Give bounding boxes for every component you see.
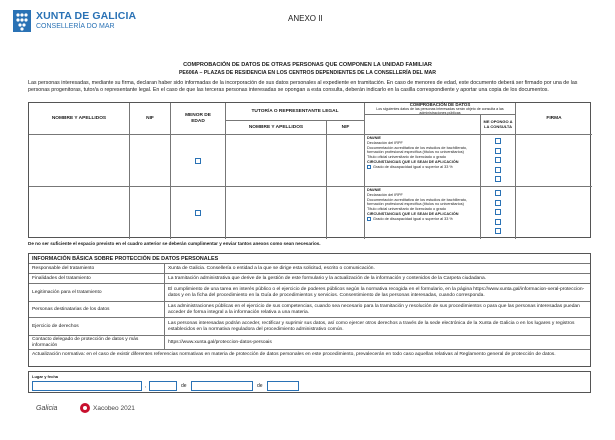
header-name: NOMBRE Y APELLIDOS <box>29 103 130 135</box>
row1-check-disab: Grado de discapacidad igual o superior al 33 % <box>373 164 453 169</box>
year-input[interactable] <box>267 381 299 391</box>
place-input[interactable] <box>32 381 142 391</box>
de-label-2: de <box>257 383 263 389</box>
row1-check-dni: DNI/NIE <box>367 136 381 140</box>
dp-row <box>29 336 590 350</box>
header-tutor-nif: NIF <box>327 121 365 135</box>
dp-value: El cumplimiento de una tarea en interés público o el ejercicio de poderes públicos según la normativa recogida en el formulario, en la página https://www.xunta.gal/informacion-xeral-proteccion-datos y en la ficha del procedimiento en la Guía de procedimientos y servicios. Consentimiento de las personas interesadas, cuando corresponda. <box>168 286 585 298</box>
header-check-blank <box>365 115 481 135</box>
row2-check-dni: DNI/NIE <box>367 188 381 192</box>
galicia-logo-text: Galicia <box>36 405 58 412</box>
xacobeo-text: Xacobeo 2021 <box>93 404 135 412</box>
row1-check-list <box>367 136 481 170</box>
logo-title: XUNTA DE GALICIA <box>36 10 137 22</box>
xacobeo-logo <box>80 403 135 413</box>
data-protection-title: INFORMACIÓN BÁSICA SOBRE PROTECCIÓN DE DATOS PERSONALES <box>29 254 590 264</box>
xunta-logo <box>12 9 136 33</box>
space-note: De no ser suficiente el espacio previsto en el cuadro anterior se deberán cumplimentar y enviar tantos anexos como sean necesarios. <box>28 241 321 246</box>
dp-key: Contacto delegado de protección de datos y más información <box>29 336 165 349</box>
day-input[interactable] <box>149 381 177 391</box>
dp-value: La tramitación administrativa que derive de la gestión de este formulario y la actualización de la información y contenidos de la Carpeta ciudadana. <box>168 275 487 281</box>
row1-check-irpf: Declaración del IRPF <box>367 140 403 145</box>
row2-oppose-bach-checkbox[interactable] <box>495 209 501 215</box>
dp-value: Xunta de Galicia. Consellería o entidad a la que se dirige esta solicitud, escrito o comunicación. <box>168 265 375 271</box>
row2-oppose-univ-checkbox[interactable] <box>495 219 501 225</box>
header-minor: MENOR DE EDAD <box>171 103 226 135</box>
header-oppose: ME OPONGO A LA CONSULTA <box>481 115 516 135</box>
row1-nif[interactable] <box>130 135 171 187</box>
row1-oppose-univ-checkbox[interactable] <box>495 167 501 173</box>
row2-disability <box>367 217 481 222</box>
comma-separator: , <box>145 383 147 389</box>
row2-tutor-nif[interactable] <box>327 187 365 239</box>
dp-row <box>29 350 590 366</box>
row1-check-circ: CIRCUNSTANCIAS QUE LE SEAN DE APLICACIÓN <box>367 159 459 164</box>
row1-tutor-nif[interactable] <box>327 135 365 187</box>
document-title: COMPROBACIÓN DE DATOS DE OTRAS PERSONAS QUE COMPONEN LA UNIDAD FAMILIAR <box>183 62 432 68</box>
header-tutor: TUTOR/A O REPRESENTANTE LEGAL <box>226 103 365 121</box>
row2-check-bach: Documentación acreditativa de los estudios de bachillerato, formación profesional específica (títulos no universitarios) <box>367 197 468 207</box>
row1-oppose-dni-checkbox[interactable] <box>495 138 501 144</box>
row1-oppose-disab-checkbox[interactable] <box>495 176 501 182</box>
dp-row <box>29 302 590 318</box>
row2-disability-checkbox[interactable] <box>367 217 371 221</box>
header-signature: FIRMA <box>516 103 592 135</box>
row1-check-univ: Título oficial universitario de licenciado o grado <box>367 155 446 160</box>
logo-department: CONSELLERÍA DO MAR <box>36 23 115 30</box>
row1-minor-checkbox[interactable] <box>195 158 201 164</box>
dp-value: Las administraciones públicas en el ejercicio de sus competencias, cuando sea necesario para la tramitación y resolución de sus procedimientos o para que las personas interesadas puedan acceder de forma integral a la información relativa a una materia. <box>168 303 580 315</box>
row1-minor <box>171 135 226 187</box>
row2-signature[interactable] <box>516 187 592 239</box>
header-tutor-name: NOMBRE Y APELLIDOS <box>226 121 327 135</box>
row2-oppose-checks <box>495 190 501 238</box>
dp-value[interactable]: https://www.xunta.gal/proteccion-datos-persoais <box>168 339 272 345</box>
row2-check-univ: Título oficial universitario de licenciado o grado <box>367 207 446 212</box>
header-check <box>365 103 516 115</box>
dp-key: Ejercicio de derechos <box>29 318 165 335</box>
row1-name[interactable] <box>29 135 130 187</box>
row1-signature[interactable] <box>516 135 592 187</box>
row2-check-list <box>367 188 481 222</box>
dp-row <box>29 284 590 302</box>
dp-update: Actualización normativa: en el caso de existir diferentes referencias normativas en materia de protección de datos personales en este procedimiento, prevalecerán en todo caso aquellas relativas al Reglamento general de protección de datos. <box>32 351 556 357</box>
de-label-1: de <box>181 383 187 389</box>
xacobeo-icon <box>80 403 90 413</box>
row2-name[interactable] <box>29 187 130 239</box>
row1-oppose-irpf-checkbox[interactable] <box>495 148 501 154</box>
dp-value: Las personas interesadas podrán acceder, rectificar y suprimir sus datos, así como ejercer otros derechos a través de la sede electrónica de la Xunta de Galicia o en los lugares y registros establecidos en la normativa reguladora del procedimiento administrativo común. <box>168 320 575 332</box>
month-input[interactable] <box>191 381 253 391</box>
place-date-label: Lugar y fecha <box>32 374 59 379</box>
xunta-emblem-icon <box>12 9 32 33</box>
dp-key: Finalidades del tratamiento <box>29 274 165 283</box>
place-date-box <box>28 371 591 393</box>
row1-tutor-name[interactable] <box>226 135 327 187</box>
dp-row <box>29 274 590 284</box>
family-members-table <box>28 102 591 238</box>
row1-oppose-checks <box>495 138 501 186</box>
header-check-sub: Los siguientes datos de las personas interesadas serán objeto de consulta a las administraciones públicas <box>376 107 504 116</box>
dp-key: Legitimación para el tratamiento <box>29 284 165 301</box>
row1-oppose-bach-checkbox[interactable] <box>495 157 501 163</box>
row2-nif[interactable] <box>130 187 171 239</box>
annex-label: ANEXO II <box>288 14 323 23</box>
dp-row <box>29 264 590 274</box>
dp-key: Responsable del tratamiento <box>29 264 165 273</box>
dp-key: Personas destinatarias de los datos <box>29 302 165 317</box>
row2-minor <box>171 187 226 239</box>
row1-disability-checkbox[interactable] <box>367 165 371 169</box>
row2-minor-checkbox[interactable] <box>195 210 201 216</box>
galicia-logo <box>36 405 57 412</box>
data-protection-table <box>28 253 591 367</box>
row2-oppose-irpf-checkbox[interactable] <box>495 200 501 206</box>
row2-tutor-name[interactable] <box>226 187 327 239</box>
row2-oppose-disab-checkbox[interactable] <box>495 228 501 234</box>
row2-oppose-dni-checkbox[interactable] <box>495 190 501 196</box>
header-check-title: COMPROBACIÓN DE DATOS <box>409 101 471 107</box>
dp-row <box>29 318 590 336</box>
header-nif: NIF <box>130 103 171 135</box>
row2-check-irpf: Declaración del IRPF <box>367 192 403 197</box>
document-subtitle: PE606A – PLAZAS DE RESIDENCIA EN LOS CENTROS DEPENDIENTES DE LA CONSELLERÍA DEL MAR <box>178 70 437 76</box>
row2-check-disab: Grado de discapacidad igual o superior al 33 % <box>373 216 453 221</box>
row2-check-circ: CIRCUNSTANCIAS QUE LE SEAN DE APLICACIÓN <box>367 211 459 216</box>
row1-check-bach: Documentación acreditativa de los estudios de bachillerato, formación profesional específica (títulos no universitarios) <box>367 145 468 155</box>
row1-disability <box>367 165 481 170</box>
intro-paragraph: Las personas interesadas, mediante su firma, declaran haber sido informadas de la incorporación de sus datos personales al expediente en tramitación. En caso de menores de edad, este documento deberá ser firmado por una de las personas progenitoras, tutor/a o representante legal. En el caso de que las terceras personas interesadas se opongan a esta consulta, deberán indicarlo en la casilla correspondiente y aportar una copia de los documentos. <box>28 80 578 93</box>
